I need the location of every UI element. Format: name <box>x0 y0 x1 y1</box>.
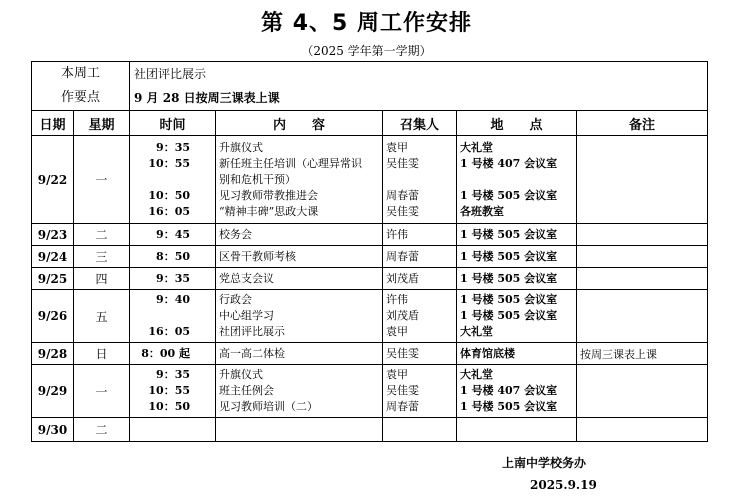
place-cell-line: 1 号楼 505 会议室 <box>460 271 558 285</box>
content-cell-line: 行政会 <box>219 293 253 306</box>
note-cell <box>577 268 708 290</box>
place-cell <box>457 343 577 365</box>
weekday-cell: 日 <box>74 343 130 365</box>
convener-cell-line: 许伟 <box>386 227 409 241</box>
key-point-1: 社团评比展示 <box>134 67 207 81</box>
convener-cell <box>383 246 457 268</box>
convener-cell-line: 吴佳雯 <box>386 204 420 218</box>
place-cell-line: 1 号楼 505 会议室 <box>460 293 558 306</box>
note-cell: 按周三课表上课 <box>577 343 708 365</box>
header-row <box>32 111 708 136</box>
place-cell-line: 大礼堂 <box>460 368 494 381</box>
content-cell-line: 班主任例会 <box>219 384 275 397</box>
convener-cell <box>383 365 457 418</box>
place-cell-line <box>460 422 573 438</box>
schedule-row <box>32 418 708 442</box>
convener-cell <box>383 290 457 343</box>
content-cell-line: 升旗仪式 <box>219 140 264 154</box>
schedule-row <box>32 290 708 343</box>
date-cell: 9/28 <box>32 343 74 365</box>
place-cell-line: 1 号楼 505 会议室 <box>460 309 558 322</box>
header-place: 地 点 <box>457 111 577 136</box>
key-points-row <box>32 62 708 111</box>
note-cell <box>577 418 708 442</box>
content-cell-line <box>219 422 379 438</box>
time-cell <box>130 290 216 343</box>
date-cell: 9/26 <box>32 290 74 343</box>
time-cell-line: 10：55 <box>148 384 191 397</box>
place-cell <box>457 136 577 224</box>
note-cell <box>577 365 708 418</box>
key-points-label-line2: 作要点 <box>61 90 101 105</box>
content-cell <box>216 268 383 290</box>
content-cell <box>216 290 383 343</box>
weekday-cell: 五 <box>74 290 130 343</box>
time-cell-line <box>133 172 212 188</box>
content-cell <box>216 418 383 442</box>
content-cell-line: 社团评比展示 <box>219 325 286 338</box>
time-cell <box>130 418 216 442</box>
convener-cell <box>383 343 457 365</box>
content-cell <box>216 136 383 224</box>
place-cell <box>457 418 577 442</box>
place-cell-line: 1 号楼 505 会议室 <box>460 249 558 263</box>
time-cell-line: 9：35 <box>156 368 191 381</box>
weekday-cell: 一 <box>74 365 130 418</box>
time-cell <box>130 268 216 290</box>
schedule-table <box>31 61 708 442</box>
convener-cell-line: 袁甲 <box>386 368 409 381</box>
place-cell <box>457 246 577 268</box>
content-cell <box>216 246 383 268</box>
content-cell-line: “精神丰碑”思政大课 <box>219 204 319 218</box>
header-date: 日期 <box>32 111 74 136</box>
place-cell <box>457 365 577 418</box>
time-cell-line: 10：55 <box>148 156 191 170</box>
convener-cell-line <box>386 422 453 438</box>
key-points-label <box>32 62 130 111</box>
note-cell <box>577 246 708 268</box>
place-cell-line: 1 号楼 505 会议室 <box>460 400 558 413</box>
convener-cell <box>383 418 457 442</box>
content-cell-line: 见习教师带教推进会 <box>219 188 319 202</box>
place-cell-line: 各班教室 <box>460 204 505 218</box>
weekday-cell: 一 <box>74 136 130 224</box>
convener-cell-line: 许伟 <box>386 293 409 306</box>
content-cell-line: 见习教师培训（二） <box>219 400 319 413</box>
place-cell <box>457 224 577 246</box>
place-cell-line: 大礼堂 <box>460 325 494 338</box>
content-cell <box>216 365 383 418</box>
footer-organization: 上南中学校务办 <box>502 456 587 470</box>
date-cell: 9/22 <box>32 136 74 224</box>
convener-cell-line: 刘茂盾 <box>386 271 420 285</box>
convener-cell <box>383 268 457 290</box>
note-cell <box>577 290 708 343</box>
convener-cell-line: 周春蕾 <box>386 400 420 413</box>
weekday-cell: 二 <box>74 224 130 246</box>
place-cell-line: 1 号楼 407 会议室 <box>460 384 558 397</box>
time-cell <box>130 246 216 268</box>
content-cell <box>216 343 383 365</box>
header-note: 备注 <box>577 111 708 136</box>
convener-cell-line: 袁甲 <box>386 325 409 338</box>
header-weekday: 星期 <box>74 111 130 136</box>
time-cell-line: 8：50 <box>156 249 191 263</box>
date-cell: 9/25 <box>32 268 74 290</box>
weekday-cell: 二 <box>74 418 130 442</box>
note-cell <box>577 136 708 224</box>
place-cell-line: 1 号楼 407 会议室 <box>460 156 558 170</box>
time-cell-line <box>133 308 212 324</box>
time-cell-line: 8：00 起 <box>141 346 191 360</box>
header-convener: 召集人 <box>383 111 457 136</box>
time-cell-line: 9：45 <box>156 227 191 241</box>
schedule-row <box>32 246 708 268</box>
place-cell-line: 大礼堂 <box>460 140 494 154</box>
convener-cell <box>383 224 457 246</box>
place-cell-line: 1 号楼 505 会议室 <box>460 227 558 241</box>
date-cell: 9/29 <box>32 365 74 418</box>
time-cell-line: 16：05 <box>148 325 191 338</box>
content-cell-line: 党总支会议 <box>219 271 275 285</box>
content-cell-line: 中心组学习 <box>219 309 275 322</box>
schedule-row <box>32 268 708 290</box>
convener-cell <box>383 136 457 224</box>
convener-cell-line: 周春蕾 <box>386 188 420 202</box>
place-cell <box>457 268 577 290</box>
content-cell <box>216 224 383 246</box>
convener-cell-line: 刘茂盾 <box>386 309 420 322</box>
note-cell <box>577 224 708 246</box>
place-cell <box>457 290 577 343</box>
weekday-cell: 四 <box>74 268 130 290</box>
place-cell-line: 1 号楼 505 会议室 <box>460 188 558 202</box>
header-time: 时间 <box>130 111 216 136</box>
time-cell-line: 9：40 <box>156 293 191 306</box>
key-points-content <box>130 62 708 111</box>
page-subtitle: （2025 学年第一学期） <box>301 44 432 58</box>
date-cell: 9/23 <box>32 224 74 246</box>
date-cell: 9/24 <box>32 246 74 268</box>
footer-date: 2025.9.19 <box>530 478 597 492</box>
content-cell-line: 新任班主任培训（心理异常识 <box>219 156 363 170</box>
time-cell <box>130 365 216 418</box>
convener-cell-line: 吴佳雯 <box>386 156 420 170</box>
time-cell <box>130 136 216 224</box>
schedule-row <box>32 365 708 418</box>
content-cell-line: 高一高二体检 <box>219 346 286 360</box>
time-cell-line: 9：35 <box>156 271 191 285</box>
key-point-2: 9 月 28 日按周三课表上课 <box>134 91 280 105</box>
convener-cell-line: 吴佳雯 <box>386 346 420 360</box>
header-content: 内 容 <box>216 111 383 136</box>
time-cell-line: 10：50 <box>148 188 191 202</box>
time-cell <box>130 224 216 246</box>
convener-cell-line: 吴佳雯 <box>386 384 420 397</box>
content-cell-line: 别和危机干预） <box>219 172 297 186</box>
convener-cell-line: 周春蕾 <box>386 249 420 263</box>
schedule-row <box>32 136 708 224</box>
schedule-row <box>32 224 708 246</box>
date-cell: 9/30 <box>32 418 74 442</box>
content-cell-line: 区骨干教师考核 <box>219 249 297 263</box>
place-cell-line: 体育馆底楼 <box>460 346 516 360</box>
time-cell-line: 16：05 <box>148 204 191 218</box>
time-cell-line: 10：50 <box>148 400 191 413</box>
time-cell-line: 9：35 <box>156 140 191 154</box>
place-cell-line <box>460 172 573 188</box>
convener-cell-line <box>386 172 453 188</box>
content-cell-line: 校务会 <box>219 227 253 241</box>
schedule-row <box>32 343 708 365</box>
content-cell-line: 升旗仪式 <box>219 368 264 381</box>
schedule-body <box>32 62 708 442</box>
convener-cell-line: 袁甲 <box>386 140 409 154</box>
weekday-cell: 三 <box>74 246 130 268</box>
time-cell <box>130 343 216 365</box>
page-title: 第 4、5 周工作安排 <box>261 11 472 36</box>
key-points-label-line1: 本周工 <box>61 66 101 81</box>
time-cell-line <box>133 422 212 438</box>
